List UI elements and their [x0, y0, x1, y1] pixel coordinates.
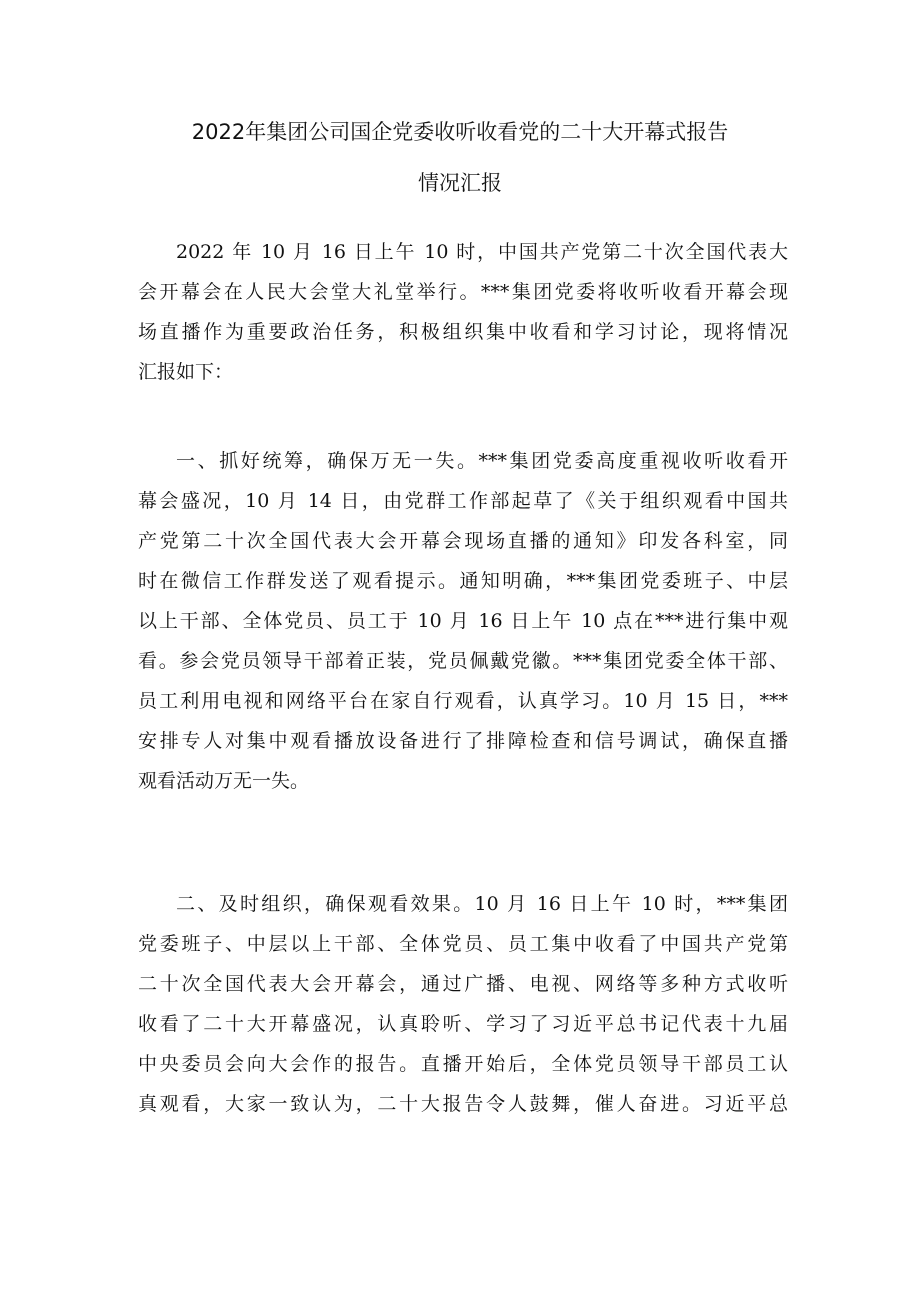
paragraph-section-2	[138, 884, 788, 1124]
paragraph-line: 产党第二十次全国代表大会开幕会现场直播的通知》印发各科室，同	[138, 530, 788, 552]
paragraph-line: 看。参会党员领导干部着正装，党员佩戴党徽。***集团党委全体干部、	[138, 650, 788, 672]
paragraph-line: 以上干部、全体党员、员工于 10 月 16 日上午 10 点在***进行集中观	[138, 610, 788, 632]
paragraph-line: 一、抓好统筹，确保万无一失。***集团党委高度重视收听收看开	[176, 450, 788, 472]
paragraph-line: 2022 年 10 月 16 日上午 10 时，中国共产党第二十次全国代表大	[176, 241, 788, 263]
paragraph-line: 党委班子、中层以上干部、全体党员、员工集中收看了中国共产党第	[138, 933, 788, 955]
paragraph-intro	[138, 232, 788, 392]
paragraph-line: 员工利用电视和网络平台在家自行观看，认真学习。10 月 15 日，***	[138, 690, 788, 712]
paragraph-line: 二十次全国代表大会开幕会，通过广播、电视、网络等多种方式收听	[138, 973, 788, 995]
paragraph-line: 场直播作为重要政治任务，积极组织集中收看和学习讨论，现将情况	[138, 321, 788, 343]
paragraph-line: 收看了二十大开幕盛况，认真聆听、学习了习近平总书记代表十九届	[138, 1013, 788, 1035]
paragraph-line: 观看活动万无一失。	[138, 770, 310, 792]
paragraph-section-1	[138, 441, 788, 801]
paragraph-line: 会开幕会在人民大会堂大礼堂举行。***集团党委将收听收看开幕会现	[138, 281, 788, 303]
paragraph-line: 中央委员会向大会作的报告。直播开始后，全体党员领导干部员工认	[138, 1053, 788, 1075]
paragraph-line: 二、及时组织，确保观看效果。10 月 16 日上午 10 时，***集团	[176, 893, 788, 915]
paragraph-line: 时在微信工作群发送了观看提示。通知明确，***集团党委班子、中层	[138, 570, 788, 592]
document-title-line-2: 情况汇报	[418, 171, 502, 195]
paragraph-line: 幕会盛况，10 月 14 日，由党群工作部起草了《关于组织观看中国共	[138, 490, 788, 512]
paragraph-line: 安排专人对集中观看播放设备进行了排障检查和信号调试，确保直播	[138, 730, 788, 752]
paragraph-line: 真观看，大家一致认为，二十大报告令人鼓舞，催人奋进。习近平总	[138, 1093, 788, 1115]
document-title-line-1: 2022年集团公司国企党委收听收看党的二十大开幕式报告	[191, 120, 729, 144]
paragraph-line: 汇报如下：	[138, 361, 234, 383]
